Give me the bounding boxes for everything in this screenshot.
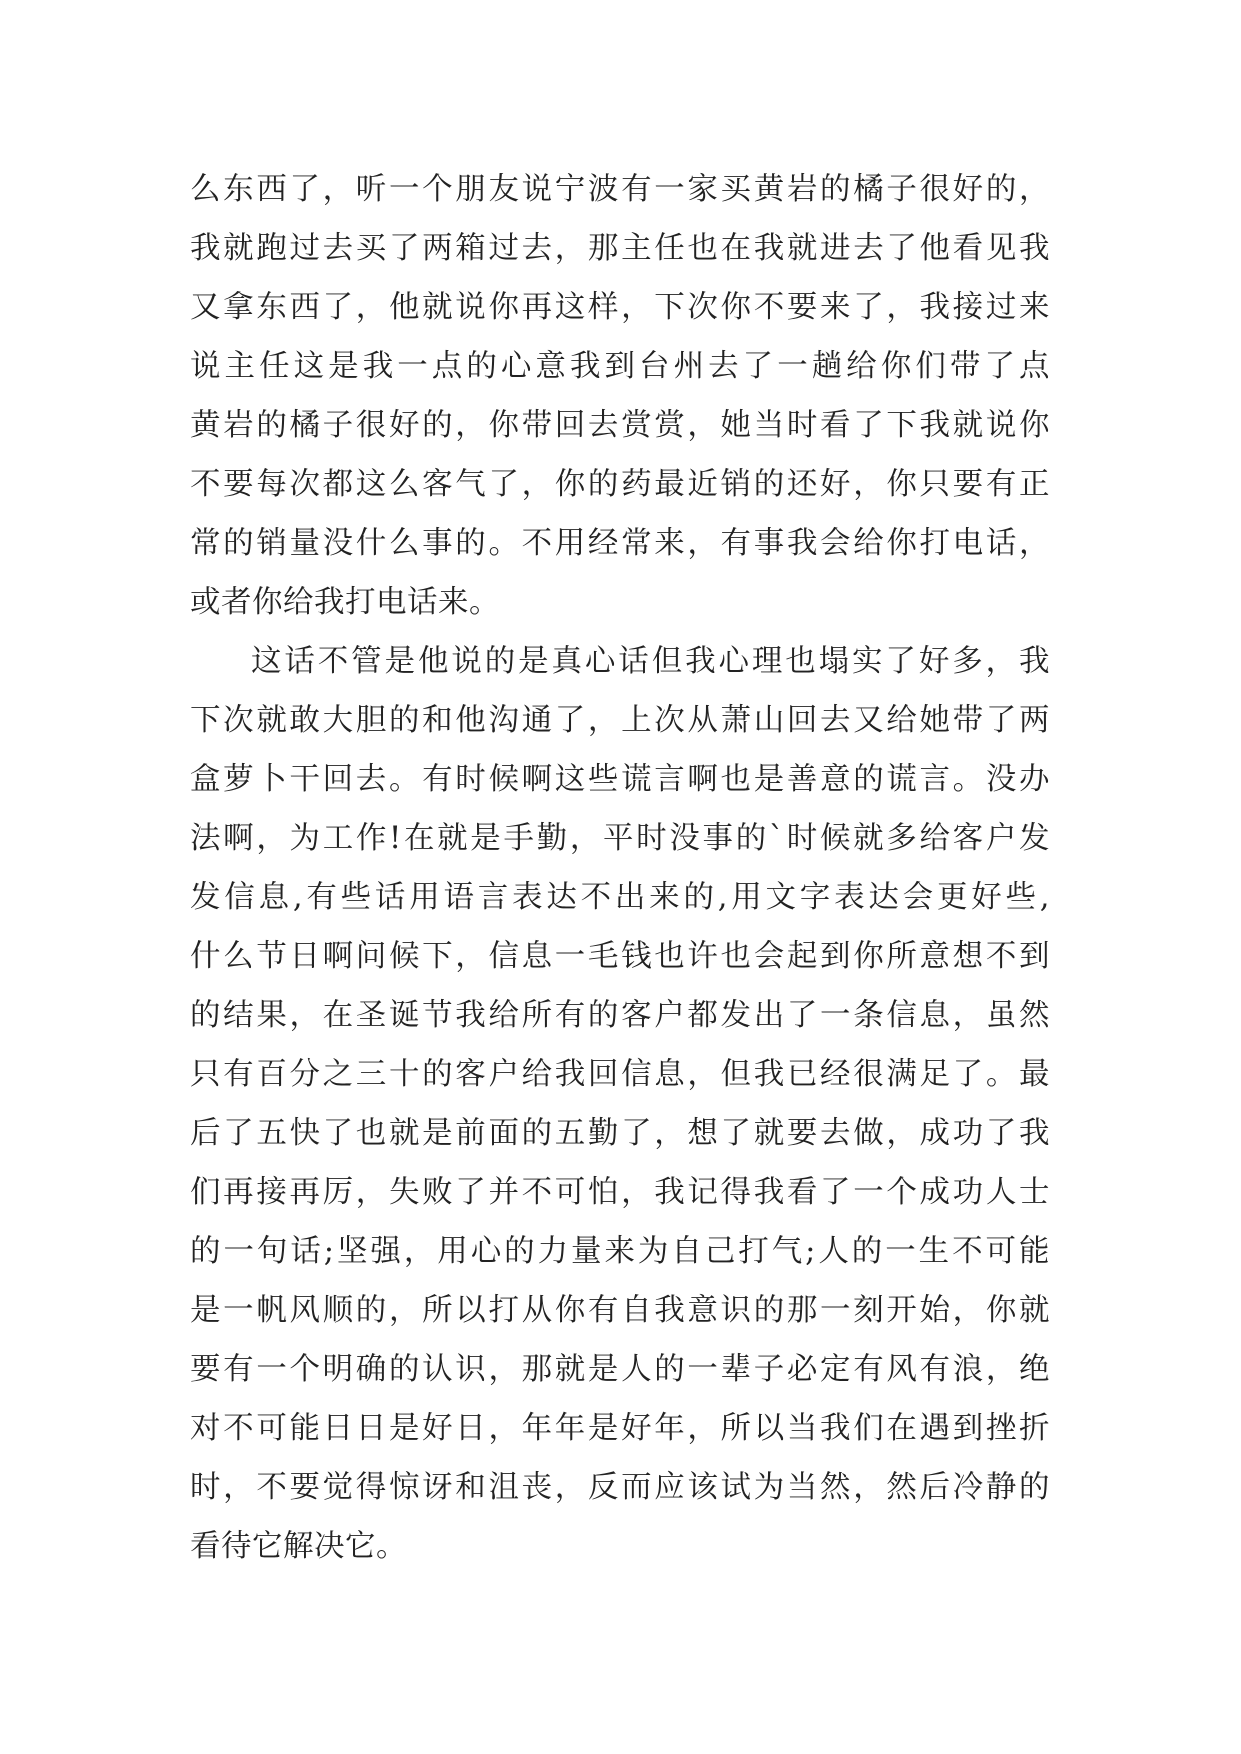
text-line: 什么节日啊问候下，信息一毛钱也许也会起到你所意想不到 [190,939,1050,974]
text-line: 对不可能日日是好日，年年是好年，所以当我们在遇到挫折 [190,1411,1050,1446]
text-line: 黄岩的橘子很好的，你带回去赏赏，她当时看了下我就说你 [190,408,1050,443]
text-line: 们再接再厉，失败了并不可怕，我记得我看了一个成功人士 [190,1175,1050,1210]
text-line: 常的销量没什么事的。不用经常来，有事我会给你打电话， [190,526,1050,561]
text-line: 发信息,有些话用语言表达不出来的,用文字表达会更好些, [190,880,1050,915]
text-line: 的一句话;坚强，用心的力量来为自己打气;人的一生不可能 [190,1234,1050,1269]
text-line: 是一帆风顺的，所以打从你有自我意识的那一刻开始，你就 [190,1293,1050,1328]
text-line: 不要每次都这么客气了，你的药最近销的还好，你只要有正 [190,467,1050,502]
text-line: 时，不要觉得惊讶和沮丧，反而应该试为当然，然后冷静的 [190,1470,1050,1505]
text-line: 只有百分之三十的客户给我回信息，但我已经很满足了。最 [190,1057,1050,1092]
text-line: 看待它解决它。 [190,1529,407,1564]
text-line: 这话不管是他说的是真心话但我心理也塌实了好多，我 [251,644,1050,679]
text-line: 法啊，为工作!在就是手勤，平时没事的`时候就多给客户发 [190,821,1050,856]
text-line: 说主任这是我一点的心意我到台州去了一趟给你们带了点 [190,349,1050,384]
text-line: 或者你给我打电话来。 [190,585,500,620]
text-line: 盒萝卜干回去。有时候啊这些谎言啊也是善意的谎言。没办 [190,762,1050,797]
text-line: 要有一个明确的认识，那就是人的一辈子必定有风有浪，绝 [190,1352,1050,1387]
body-text [190,160,1050,1576]
text-line: 么东西了，听一个朋友说宁波有一家买黄岩的橘子很好的， [190,172,1050,207]
text-line: 后了五快了也就是前面的五勤了，想了就要去做，成功了我 [190,1116,1050,1151]
text-line: 又拿东西了，他就说你再这样，下次你不要来了，我接过来 [190,290,1050,325]
text-line: 我就跑过去买了两箱过去，那主任也在我就进去了他看见我 [190,231,1050,266]
text-line: 下次就敢大胆的和他沟通了，上次从萧山回去又给她带了两 [190,703,1050,738]
text-line: 的结果，在圣诞节我给所有的客户都发出了一条信息，虽然 [190,998,1050,1033]
